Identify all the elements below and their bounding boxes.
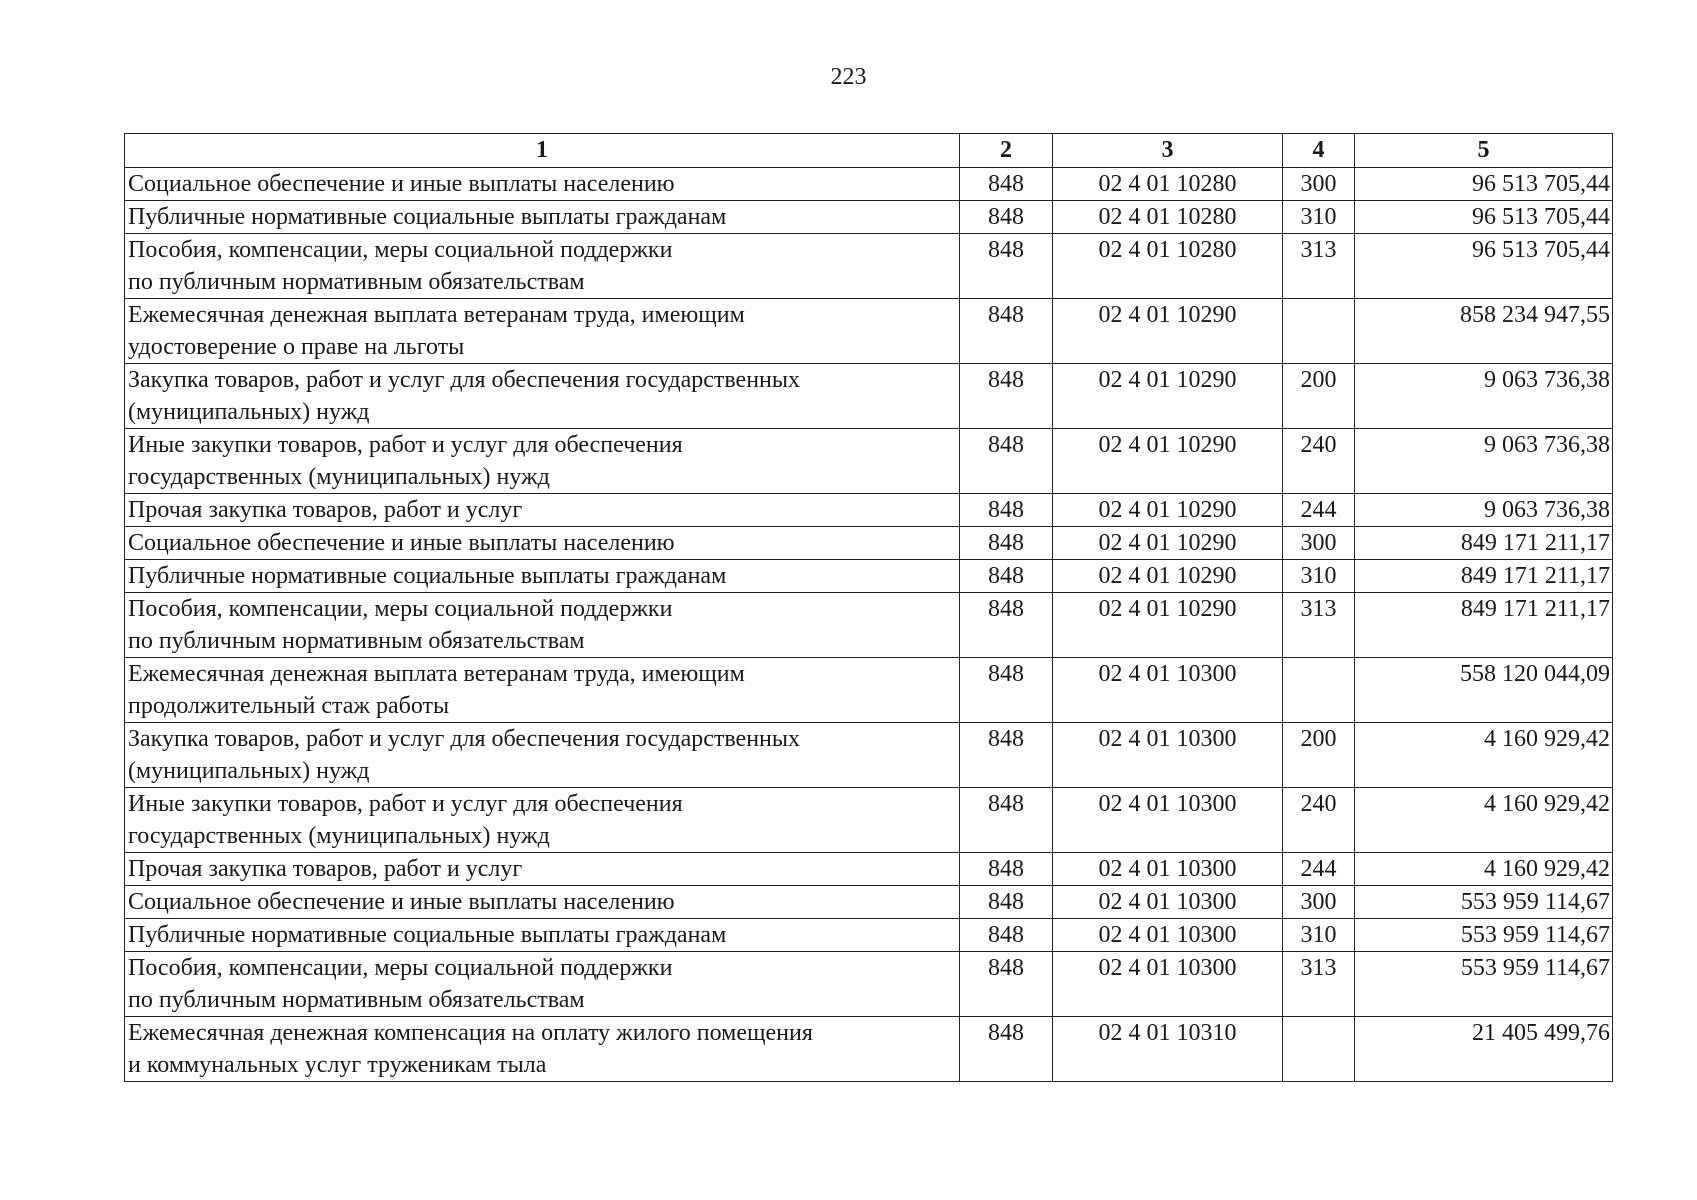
expense-name-cell (125, 560, 960, 593)
expense-name-cell (125, 168, 960, 201)
target-article-cell: 02 4 01 10290 (1053, 527, 1283, 560)
expense-type-cell (1283, 658, 1355, 723)
amount-cell: 9 063 736,38 (1355, 429, 1613, 494)
expense-type-cell: 300 (1283, 886, 1355, 919)
expense-name-cell (125, 364, 960, 429)
target-article-cell: 02 4 01 10300 (1053, 952, 1283, 1017)
target-article-cell: 02 4 01 10280 (1053, 168, 1283, 201)
expense-type-cell: 244 (1283, 494, 1355, 527)
table-row (125, 201, 1613, 234)
expense-name-line: Прочая закупка товаров, работ и услуг (128, 497, 523, 523)
expense-name-line: Социальное обеспечение и иные выплаты населению (128, 530, 675, 556)
ministry-code-cell: 848 (960, 299, 1053, 364)
ministry-code-cell: 848 (960, 853, 1053, 886)
expense-name-line: Пособия, компенсации, меры социальной поддержки (128, 596, 673, 622)
target-article-cell: 02 4 01 10300 (1053, 723, 1283, 788)
table-header-row (125, 134, 1613, 168)
expense-name-line: Пособия, компенсации, меры социальной поддержки (128, 955, 673, 981)
target-article-cell: 02 4 01 10300 (1053, 788, 1283, 853)
expense-name-line: Публичные нормативные социальные выплаты гражданам (128, 922, 727, 948)
expense-name-cell (125, 429, 960, 494)
target-article-cell: 02 4 01 10300 (1053, 853, 1283, 886)
ministry-code-cell: 848 (960, 494, 1053, 527)
table-row (125, 560, 1613, 593)
expense-name-cell (125, 201, 960, 234)
header-col-3: 3 (1053, 134, 1283, 168)
expense-type-cell: 310 (1283, 919, 1355, 952)
expense-name-cell (125, 527, 960, 560)
header-col-2: 2 (960, 134, 1053, 168)
expense-name-cell (125, 494, 960, 527)
expense-name-cell (125, 952, 960, 1017)
expense-name-line: (муниципальных) нужд (128, 758, 370, 784)
amount-cell: 9 063 736,38 (1355, 364, 1613, 429)
expense-type-cell: 313 (1283, 593, 1355, 658)
ministry-code-cell: 848 (960, 560, 1053, 593)
ministry-code-cell: 848 (960, 593, 1053, 658)
expense-name-cell (125, 723, 960, 788)
ministry-code-cell: 848 (960, 723, 1053, 788)
amount-cell: 4 160 929,42 (1355, 788, 1613, 853)
amount-cell: 21 405 499,76 (1355, 1017, 1613, 1082)
expense-type-cell: 313 (1283, 234, 1355, 299)
ministry-code-cell: 848 (960, 658, 1053, 723)
expense-name-line: Иные закупки товаров, работ и услуг для обеспечения (128, 791, 683, 817)
table-row (125, 234, 1613, 299)
target-article-cell: 02 4 01 10290 (1053, 494, 1283, 527)
target-article-cell: 02 4 01 10290 (1053, 429, 1283, 494)
table-row (125, 658, 1613, 723)
ministry-code-cell: 848 (960, 364, 1053, 429)
ministry-code-cell: 848 (960, 886, 1053, 919)
amount-cell: 96 513 705,44 (1355, 234, 1613, 299)
table-row (125, 527, 1613, 560)
table-row (125, 1017, 1613, 1082)
expense-name-line: удостоверение о праве на льготы (128, 334, 465, 360)
expense-name-line: Прочая закупка товаров, работ и услуг (128, 856, 523, 882)
target-article-cell: 02 4 01 10300 (1053, 658, 1283, 723)
ministry-code-cell: 848 (960, 527, 1053, 560)
ministry-code-cell: 848 (960, 168, 1053, 201)
ministry-code-cell: 848 (960, 201, 1053, 234)
expense-name-cell (125, 853, 960, 886)
expense-name-line: Ежемесячная денежная компенсация на оплату жилого помещения (128, 1020, 813, 1046)
expense-name-line: продолжительный стаж работы (128, 693, 450, 719)
target-article-cell: 02 4 01 10280 (1053, 201, 1283, 234)
expense-type-cell: 240 (1283, 788, 1355, 853)
amount-cell: 96 513 705,44 (1355, 201, 1613, 234)
amount-cell: 558 120 044,09 (1355, 658, 1613, 723)
expense-name-cell (125, 234, 960, 299)
expense-type-cell: 300 (1283, 168, 1355, 201)
expense-name-line: Публичные нормативные социальные выплаты гражданам (128, 563, 727, 589)
ministry-code-cell: 848 (960, 952, 1053, 1017)
amount-cell: 553 959 114,67 (1355, 886, 1613, 919)
amount-cell: 849 171 211,17 (1355, 593, 1613, 658)
target-article-cell: 02 4 01 10290 (1053, 364, 1283, 429)
table-row (125, 429, 1613, 494)
expense-name-line: Ежемесячная денежная выплата ветеранам труда, имеющим (128, 302, 745, 328)
expense-type-cell (1283, 1017, 1355, 1082)
ministry-code-cell: 848 (960, 919, 1053, 952)
target-article-cell: 02 4 01 10300 (1053, 886, 1283, 919)
ministry-code-cell: 848 (960, 788, 1053, 853)
table-row (125, 593, 1613, 658)
amount-cell: 849 171 211,17 (1355, 560, 1613, 593)
page-number: 223 (830, 64, 867, 90)
expense-type-cell: 200 (1283, 364, 1355, 429)
ministry-code-cell: 848 (960, 1017, 1053, 1082)
expense-name-cell (125, 788, 960, 853)
amount-cell: 4 160 929,42 (1355, 723, 1613, 788)
header-col-4: 4 (1283, 134, 1355, 168)
amount-cell: 553 959 114,67 (1355, 952, 1613, 1017)
ministry-code-cell: 848 (960, 234, 1053, 299)
header-col-5: 5 (1355, 134, 1613, 168)
amount-cell: 553 959 114,67 (1355, 919, 1613, 952)
expense-name-cell (125, 1017, 960, 1082)
expense-name-line: государственных (муниципальных) нужд (128, 823, 550, 849)
expense-name-line: Закупка товаров, работ и услуг для обеспечения государственных (128, 726, 801, 752)
expense-name-line: Ежемесячная денежная выплата ветеранам труда, имеющим (128, 661, 745, 687)
expense-name-line: по публичным нормативным обязательствам (128, 987, 585, 1013)
target-article-cell: 02 4 01 10290 (1053, 593, 1283, 658)
expense-name-line: Пособия, компенсации, меры социальной поддержки (128, 237, 673, 263)
expense-name-cell (125, 658, 960, 723)
ministry-code-cell: 848 (960, 429, 1053, 494)
target-article-cell: 02 4 01 10300 (1053, 919, 1283, 952)
expense-type-cell: 313 (1283, 952, 1355, 1017)
table-row (125, 952, 1613, 1017)
table-row (125, 886, 1613, 919)
expense-type-cell: 310 (1283, 560, 1355, 593)
expense-name-line: Публичные нормативные социальные выплаты гражданам (128, 204, 727, 230)
expense-type-cell: 300 (1283, 527, 1355, 560)
expense-type-cell: 200 (1283, 723, 1355, 788)
amount-cell: 9 063 736,38 (1355, 494, 1613, 527)
expense-name-line: Закупка товаров, работ и услуг для обеспечения государственных (128, 367, 801, 393)
expense-name-line: Социальное обеспечение и иные выплаты населению (128, 171, 675, 197)
expense-name-line: Иные закупки товаров, работ и услуг для обеспечения (128, 432, 683, 458)
expense-type-cell: 240 (1283, 429, 1355, 494)
expense-type-cell (1283, 299, 1355, 364)
table-row (125, 919, 1613, 952)
expense-name-line: и коммунальных услуг труженикам тыла (128, 1052, 547, 1078)
header-col-1: 1 (125, 134, 960, 168)
table-row (125, 788, 1613, 853)
target-article-cell: 02 4 01 10290 (1053, 299, 1283, 364)
table-row (125, 364, 1613, 429)
table-body (125, 168, 1613, 1082)
table-row (125, 853, 1613, 886)
target-article-cell: 02 4 01 10290 (1053, 560, 1283, 593)
expense-name-line: Социальное обеспечение и иные выплаты населению (128, 889, 675, 915)
expense-name-line: по публичным нормативным обязательствам (128, 269, 585, 295)
expense-name-cell (125, 919, 960, 952)
expense-name-cell (125, 886, 960, 919)
expense-type-cell: 310 (1283, 201, 1355, 234)
expense-name-cell (125, 299, 960, 364)
expense-name-line: по публичным нормативным обязательствам (128, 628, 585, 654)
amount-cell: 4 160 929,42 (1355, 853, 1613, 886)
table-row (125, 168, 1613, 201)
budget-table (124, 133, 1613, 1082)
expense-name-line: (муниципальных) нужд (128, 399, 370, 425)
expense-name-cell (125, 593, 960, 658)
amount-cell: 858 234 947,55 (1355, 299, 1613, 364)
table-row (125, 723, 1613, 788)
target-article-cell: 02 4 01 10310 (1053, 1017, 1283, 1082)
target-article-cell: 02 4 01 10280 (1053, 234, 1283, 299)
expense-type-cell: 244 (1283, 853, 1355, 886)
table-row (125, 299, 1613, 364)
amount-cell: 96 513 705,44 (1355, 168, 1613, 201)
amount-cell: 849 171 211,17 (1355, 527, 1613, 560)
table-row (125, 494, 1613, 527)
expense-name-line: государственных (муниципальных) нужд (128, 464, 550, 490)
